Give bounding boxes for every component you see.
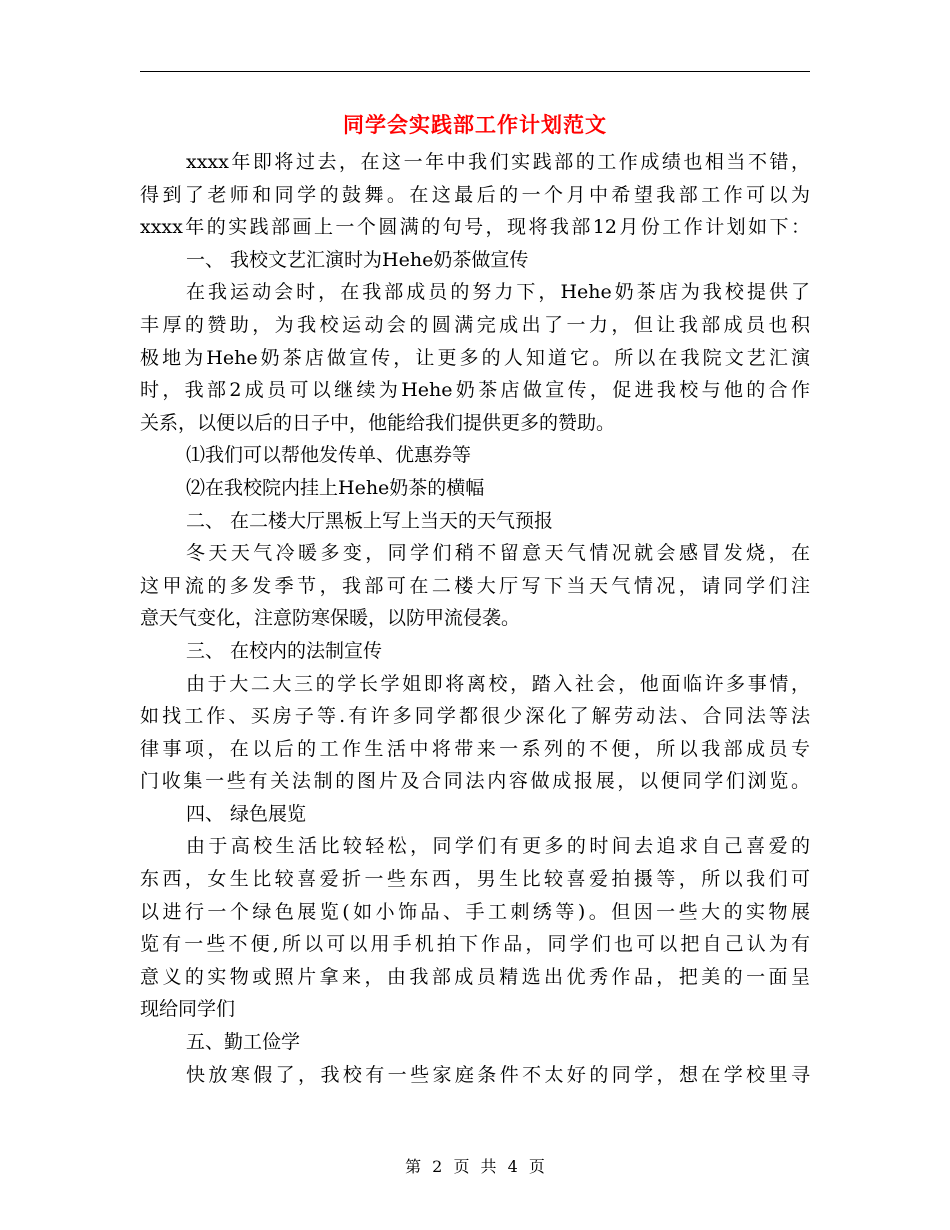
text-line: 一、 我校文艺汇演时为Hehe奶茶做宣传 [186,248,529,271]
text-line: 快放寒假了，我校有一些家庭条件不太好的同学，想在学校里寻 [186,1063,810,1086]
text-line: 现给同学们 [140,998,236,1021]
text-line: 以进行一个绿色展览(如小饰品、手工刺绣等)。但因一些大的实物展 [140,900,810,923]
text-line: 览有一些不便,所以可以用手机拍下作品，同学们也可以把自己认为有 [140,933,810,956]
text-line: 门收集一些有关法制的图片及合同法内容做成报展，以便同学们浏览。 [140,770,810,793]
text-line: 关系，以便以后的日子中，他能给我们提供更多的赞助。 [140,411,616,434]
text-line: 律事项，在以后的工作生活中将带来一系列的不便，所以我部成员专 [140,737,810,760]
text-line: 由于大二大三的学长学姐即将离校，踏入社会，他面临许多事情， [186,672,810,695]
text-line: 五、勤工俭学 [186,1031,301,1054]
text-line: 意天气变化，注意防寒保暖，以防甲流侵袭。 [140,607,521,630]
text-line: 东西，女生比较喜爱折一些东西，男生比较喜爱拍摄等，所以我们可 [140,868,810,891]
text-line: 丰厚的赞助，为我校运动会的圆满完成出了一力，但让我部成员也积 [140,313,810,336]
document-title: 同学会实践部工作计划范文 [343,112,607,137]
text-line: xxxx年即将过去，在这一年中我们实践部的工作成绩也相当不错， [186,151,810,173]
text-line: 冬天天气冷暖多变，同学们稍不留意天气情况就会感冒发烧，在 [186,542,810,565]
text-line: 极地为Hehe奶茶店做宣传，让更多的人知道它。所以在我院文艺汇演 [140,346,810,369]
page-footer: 第 2 页 共 4 页 [405,1157,545,1176]
text-line: 由于高校生活比较轻松，同学们有更多的时间去追求自己喜爱的 [186,835,810,858]
text-line: 在我运动会时，在我部成员的努力下，Hehe奶茶店为我校提供了 [186,281,810,304]
text-line: ⑴我们可以帮他发传单、优惠券等 [186,444,472,467]
document-body [140,146,810,1091]
text-line: ⑵在我校院内挂上Hehe奶茶的横幅 [186,476,485,499]
header-rule [140,71,810,72]
text-line: 这甲流的多发季节，我部可在二楼大厅写下当天气情况，请同学们注 [140,574,810,597]
text-line: 意义的实物或照片拿来，由我部成员精选出优秀作品，把美的一面呈 [140,965,810,988]
text-line: 四、 绿色展览 [186,802,307,825]
text-line: 二、 在二楼大厅黑板上写上当天的天气预报 [186,509,554,532]
text-line: 得到了老师和同学的鼓舞。在这最后的一个月中希望我部工作可以为 [140,183,810,206]
text-line: 三、 在校内的法制宣传 [186,639,383,662]
text-line: 如找工作、买房子等.有许多同学都很少深化了解劳动法、合同法等法 [140,705,810,728]
text-line: xxxx年的实践部画上一个圆满的句号，现将我部12月份工作计划如下： [140,216,810,239]
text-line: 时，我部2成员可以继续为Hehe奶茶店做宣传，促进我校与他的合作 [140,379,810,402]
